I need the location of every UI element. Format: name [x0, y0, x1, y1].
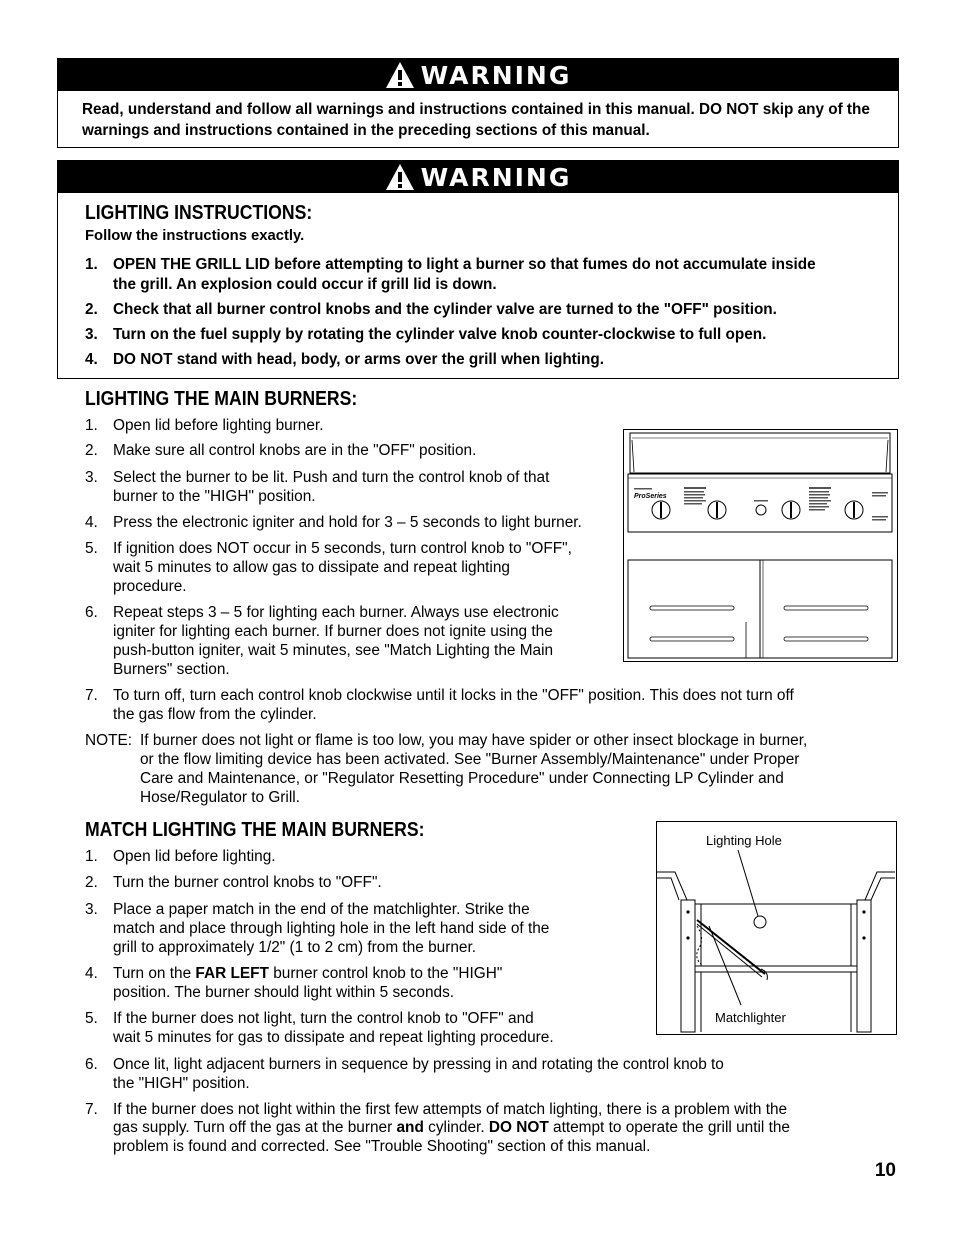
match-step-4-text: Turn on the	[113, 965, 196, 982]
instruction-item-2: Check that all burner control knobs and the cylinder valve are turned to the "OFF" position.	[113, 301, 777, 318]
main-step-number: 7.	[85, 687, 98, 704]
warning-triangle-icon	[385, 163, 415, 191]
main-step-6-line-3: push-button igniter, wait 5 minutes, see "Match Lighting the Main	[113, 642, 554, 659]
warning-title-2: WARNING	[420, 162, 572, 192]
main-step-1-line-1: Open lid before lighting burner.	[113, 417, 324, 434]
main-step-7-line-2: the gas flow from the cylinder.	[113, 706, 317, 723]
match-step-number: 1.	[85, 848, 98, 865]
instruction-item-1-line-2: the grill. An explosion could occur if grill lid is down.	[113, 276, 497, 293]
match-step-7-text: cylinder.	[423, 1119, 489, 1136]
warning-triangle-icon	[385, 61, 415, 89]
matchlighter-label: Matchlighter	[715, 1010, 786, 1025]
note-line-2: or the flow limiting device has been activated. See "Burner Assembly/Maintenance" under Proper	[140, 751, 800, 768]
match-step-7-text: gas supply. Turn off the gas at the burner	[113, 1119, 397, 1136]
and-emphasis: and	[396, 1119, 424, 1136]
note-line-1: If burner does not light or flame is too low, you may have spider or other insect blockage in burner,	[140, 732, 808, 749]
match-step-number: 7.	[85, 1101, 98, 1118]
warning-box-1	[57, 58, 899, 148]
match-step-5-line-2: wait 5 minutes for gas to dissipate and repeat lighting procedure.	[113, 1029, 554, 1046]
match-step-number: 3.	[85, 901, 98, 918]
main-step-number: 2.	[85, 442, 98, 459]
match-step-number: 2.	[85, 874, 98, 891]
match-step-number: 4.	[85, 965, 98, 982]
far-left-emphasis: FAR LEFT	[195, 965, 269, 982]
match-step-7-line-3: problem is found and corrected. See "Trouble Shooting" section of this manual.	[113, 1138, 651, 1155]
lighting-instructions-subheading: Follow the instructions exactly.	[85, 228, 305, 244]
instruction-number: 4.	[85, 351, 98, 368]
main-step-number: 1.	[85, 417, 98, 434]
main-step-4-line-1: Press the electronic igniter and hold for 3 – 5 seconds to light burner.	[113, 514, 582, 531]
instruction-item-4: DO NOT stand with head, body, or arms over the grill when lighting.	[113, 351, 604, 368]
warning-text-1: Read, understand and follow all warnings and instructions contained in this manual. DO NOT skip any of the warnings and instructions contained in the preceding sections of this manual.	[82, 101, 870, 139]
main-step-number: 5.	[85, 540, 98, 557]
match-step-number: 6.	[85, 1056, 98, 1073]
match-step-2-line-1: Turn the burner control knobs to "OFF".	[113, 874, 382, 891]
main-step-6-line-2: igniter for lighting each burner. If burner does not ignite using the	[113, 623, 553, 640]
matchlighter-illustration	[657, 822, 895, 1033]
main-step-5-line-3: procedure.	[113, 578, 187, 595]
note-line-4: Hose/Regulator to Grill.	[140, 789, 300, 806]
match-step-number: 5.	[85, 1010, 98, 1027]
warning-title-1: WARNING	[420, 60, 572, 90]
main-step-2-line-1: Make sure all control knobs are in the "OFF" position.	[113, 442, 477, 459]
instruction-number: 2.	[85, 301, 98, 318]
match-step-7-line-2	[113, 1118, 790, 1137]
match-step-3-line-3: grill to approximately 1/2" (1 to 2 cm) from the burner.	[113, 939, 477, 956]
warning-banner-2	[58, 161, 898, 193]
instruction-number: 3.	[85, 326, 98, 343]
match-step-7-text: attempt to operate the grill until the	[548, 1119, 790, 1136]
grill-brand-text: ProSeries	[634, 493, 667, 500]
main-step-number: 4.	[85, 514, 98, 531]
main-step-6-line-4: Burners" section.	[113, 661, 230, 678]
main-step-5-line-2: wait 5 minutes to allow gas to dissipate and repeat lighting	[113, 559, 510, 576]
match-step-4-line-2: position. The burner should light within 5 seconds.	[113, 984, 455, 1001]
note-line-3: Care and Maintenance, or "Regulator Resetting Procedure" under Connecting LP Cylinder and	[140, 770, 784, 787]
lighting-instructions-heading: LIGHTING INSTRUCTIONS:	[85, 201, 313, 224]
match-lighting-heading: MATCH LIGHTING THE MAIN BURNERS:	[85, 818, 425, 841]
main-step-6-line-1: Repeat steps 3 – 5 for lighting each burner. Always use electronic	[113, 604, 559, 621]
main-step-7-line-1: To turn off, turn each control knob clockwise until it locks in the "OFF" position. This does not turn off	[113, 687, 794, 704]
warning-banner-1	[58, 59, 898, 91]
instruction-item-3: Turn on the fuel supply by rotating the cylinder valve knob counter-clockwise to full open.	[113, 326, 767, 343]
main-burners-heading: LIGHTING THE MAIN BURNERS:	[85, 387, 358, 410]
match-step-3-line-2: match and place through lighting hole in the left hand side of the	[113, 920, 550, 937]
match-step-6-line-2: the "HIGH" position.	[113, 1075, 250, 1092]
matchlighter-figure	[656, 821, 897, 1035]
main-step-number: 3.	[85, 469, 98, 486]
do-not-emphasis: DO NOT	[488, 1119, 549, 1136]
match-step-4-line-1	[113, 964, 502, 983]
match-step-3-line-1: Place a paper match in the end of the matchlighter. Strike the	[113, 901, 530, 918]
match-step-1-line-1: Open lid before lighting.	[113, 848, 276, 865]
main-step-number: 6.	[85, 604, 98, 621]
match-step-6-line-1: Once lit, light adjacent burners in sequence by pressing in and rotating the control knob to	[113, 1056, 724, 1073]
grill-control-panel-figure	[623, 429, 898, 662]
lighting-hole-label: Lighting Hole	[706, 833, 782, 848]
instruction-item-1-line-1: OPEN THE GRILL LID before attempting to light a burner so that fumes do not accumulate inside	[113, 256, 816, 273]
page-number: 10	[874, 1160, 896, 1181]
main-step-3-line-1: Select the burner to be lit. Push and turn the control knob of that	[113, 469, 550, 486]
main-step-3-line-2: burner to the "HIGH" position.	[113, 488, 316, 505]
note-label: NOTE:	[85, 732, 133, 749]
grill-illustration	[624, 430, 896, 660]
match-step-7-line-1: If the burner does not light within the first few attempts of match lighting, there is a problem with the	[113, 1101, 788, 1118]
main-step-5-line-1: If ignition does NOT occur in 5 seconds, turn control knob to "OFF",	[113, 540, 572, 557]
match-step-5-line-1: If the burner does not light, turn the control knob to "OFF" and	[113, 1010, 534, 1027]
match-step-4-text: burner control knob to the "HIGH"	[268, 965, 503, 982]
instruction-number: 1.	[85, 256, 98, 273]
